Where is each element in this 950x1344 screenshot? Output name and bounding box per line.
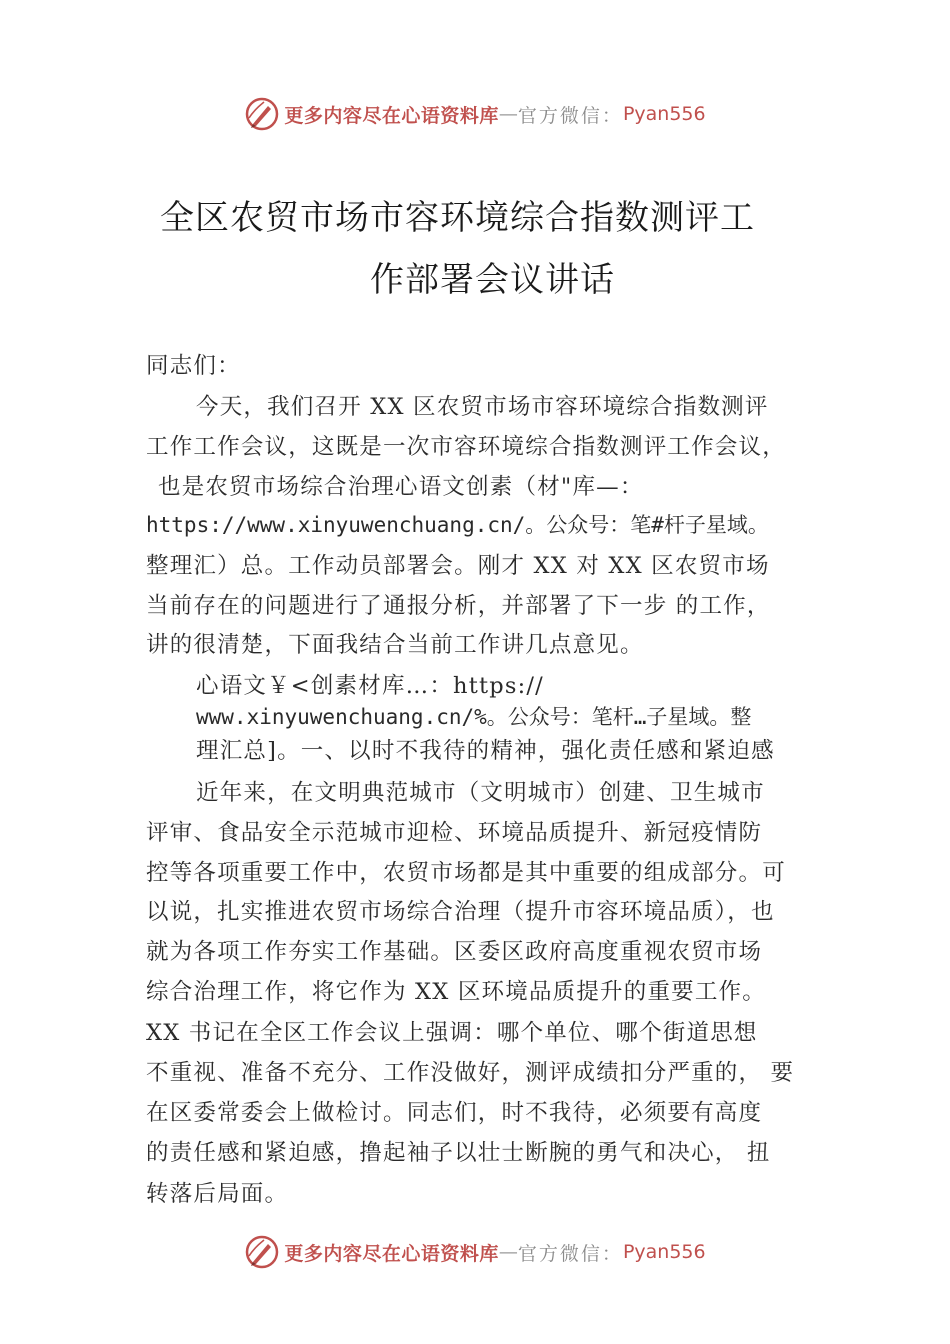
banner-wechat-id: Pyan556 <box>622 1241 706 1263</box>
p1-line: 今天，我们召开 XX 区农贸市场市容环境综合指数测评 <box>196 394 769 420</box>
footer-banner <box>0 1232 950 1272</box>
header-banner <box>0 94 950 134</box>
pen-logo-icon <box>244 1234 280 1270</box>
p3-line: 在区委常委会上做检讨。同志们，时不我待，必须要有高度 <box>146 1100 763 1126</box>
p3-line: 的责任感和紧迫感，撸起袖子以壮士断腕的勇气和决心， 扭 <box>146 1140 771 1166</box>
banner-wechat-label: 官方微信： <box>517 1242 623 1265</box>
banner-wechat-id: Pyan556 <box>622 103 706 125</box>
banner-text: 更多内容尽在心语资料库 <box>284 1242 499 1265</box>
p3-line: 控等各项重要工作中，农贸市场都是其中重要的组成部分。可 <box>146 860 786 886</box>
p3-line: 评审、食品安全示范城市迎检、环境品质提升、新冠疫情防 <box>146 820 763 846</box>
banner-dash: — <box>498 103 518 125</box>
p3-line: 转落后局面。 <box>146 1181 289 1207</box>
p3-line: 就为各项工作夯实工作基础。区委区政府高度重视农贸市场 <box>146 939 763 965</box>
p3-line: 综合治理工作，将它作为 XX 区环境品质提升的重要工作。 <box>146 979 766 1005</box>
p2-line: 心语文￥<创素材库…：https:// <box>196 673 544 699</box>
p1-line: 整理汇）总。工作动员部署会。刚才 XX 对 XX 区农贸市场 <box>146 553 770 579</box>
banner-text: 更多内容尽在心语资料库 <box>284 104 499 127</box>
p2-line: 理汇总]。一、以时不我待的精神，强化责任感和紧迫感 <box>196 738 775 764</box>
banner-dash: — <box>498 1241 518 1263</box>
p1-line: https://www.xinyuwenchuang.cn/。公众号：笔#杆子星域。 <box>146 513 769 537</box>
p3-line: 不重视、准备不充分、工作没做好，测评成绩扣分严重的， 要 <box>146 1060 795 1086</box>
p2-line: www.xinyuwenchuang.cn/%。公众号：笔杆…子星域。整 <box>196 705 752 729</box>
p1-line: 也是农贸市场综合治理心语文创素（材"库—： <box>158 474 644 500</box>
p3-line: XX 书记在全区工作会议上强调：哪个单位、哪个街道思想 <box>146 1020 758 1046</box>
doc-title-line2: 作部署会议讲话 <box>370 260 615 300</box>
doc-title-line1: 全区农贸市场市容环境综合指数测评工 <box>160 198 755 238</box>
p3-line: 以说，扎实推进农贸市场综合治理（提升市容环境品质），也 <box>146 899 775 925</box>
banner-wechat-label: 官方微信： <box>517 104 623 127</box>
salutation: 同志们： <box>146 353 241 379</box>
p1-line: 当前存在的问题进行了通报分析，并部署了下一步 的工作， <box>146 593 771 619</box>
p1-line: 工作工作会议，这既是一次市容环境综合指数测评工作会议， <box>146 434 786 460</box>
p3-line: 近年来，在文明典范城市（文明城市）创建、卫生城市 <box>196 780 765 806</box>
p1-line: 讲的很清楚，下面我结合当前工作讲几点意见。 <box>146 632 644 658</box>
pen-logo-icon <box>244 96 280 132</box>
